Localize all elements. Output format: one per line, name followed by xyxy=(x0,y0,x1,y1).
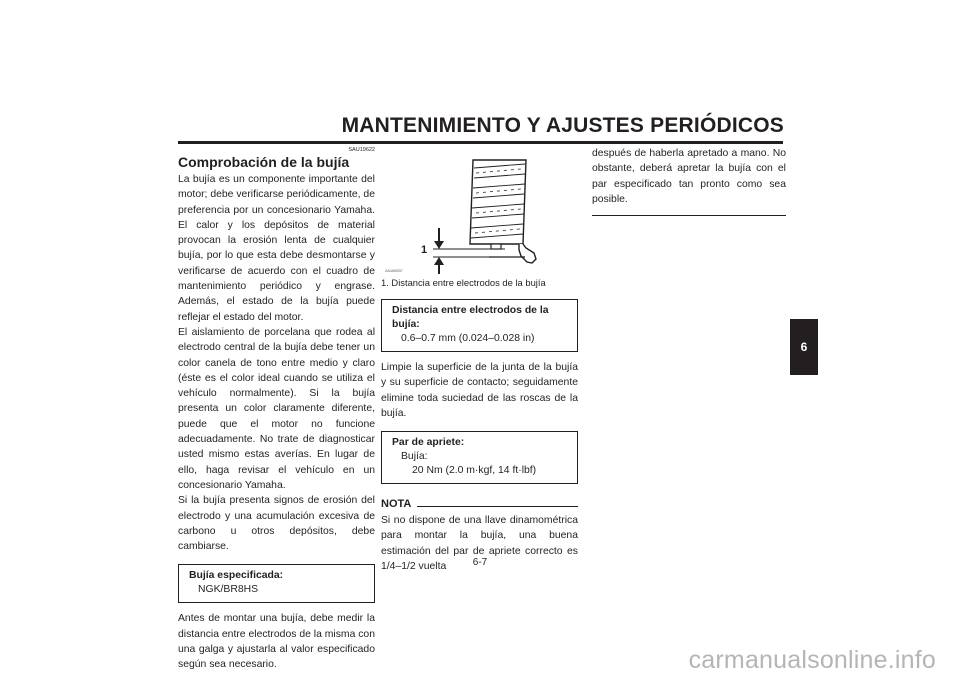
page-number: 6-7 xyxy=(472,557,488,568)
watermark: carmanualsonline.info xyxy=(688,646,936,674)
spec-box-electrode-gap xyxy=(381,299,578,352)
spark-plug-figure xyxy=(381,146,578,274)
spec-value: 20 Nm (2.0 m·kgf, 14 ft·lbf) xyxy=(412,465,537,477)
note-text: Si no dispone de una llave dinamométrica para montar la bujía, una buena estimación del par de apriete correcto es 1/4–1/2 vuelta xyxy=(381,515,578,573)
header-rule xyxy=(178,141,783,144)
spec-item: Bujía: xyxy=(401,451,428,463)
note-heading xyxy=(381,498,578,510)
note-rule xyxy=(417,506,578,507)
spec-box-spark-plug xyxy=(178,564,375,603)
section-title: Comprobación de la bujía xyxy=(178,154,350,170)
spec-value: NGK/BR8HS xyxy=(198,584,259,596)
figure-caption: 1. Distancia entre electrodos de la bujía xyxy=(381,277,546,288)
column-1 xyxy=(178,146,375,673)
paragraph-intro: La bujía es un componente importante del motor; debe verificarse periódicamente, de preferencia por un concesionario Yamaha. El calor y los depósitos de material provocan la erosión lenta de cualquier bujía, por lo que esta debe desmontarse y verificarse de acuerdo con el cuadro de mantenimiento periódico y engrase. Además, el estado de la bujía puede reflejar el estado del motor. xyxy=(178,174,375,323)
paragraph-insulator: El aislamiento de porcelana que rodea al electrodo central de la bujía debe tener un color canela de tono entre medio y claro (éste es el color ideal cuando se utiliza el vehículo normalmente). Si la bujía presenta un color claramente diferente, puede que el motor no funcione adecuadamente. No trate de diagnosticar usted mismo estas averías. En lugar de ello, haga revisar el vehículo en un concesionario Yamaha. xyxy=(178,326,375,491)
note-continuation: después de haberla apretado a mano. No obstante, deberá apretar la bujía con el par especificado tan pronto como sea posible. xyxy=(592,148,786,205)
spec-label: Bujía especificada: xyxy=(189,570,284,582)
page-header-title: MANTENIMIENTO Y AJUSTES PERIÓDICOS xyxy=(341,114,784,137)
spec-label: Par de apriete: xyxy=(392,437,465,449)
spec-box-torque xyxy=(381,431,578,484)
spec-label: Distancia entre electrodos de la bujía: xyxy=(392,305,549,330)
note-end-rule xyxy=(592,215,786,216)
note-label: NOTA xyxy=(381,498,412,511)
chapter-tab: 6 xyxy=(790,319,818,375)
spec-value: 0.6–0.7 mm (0.024–0.028 in) xyxy=(401,333,535,344)
paragraph-replace: Si la bujía presenta signos de erosión del electrodo y una acumulación excesiva de carbono u otros depósitos, debe cambiarse. xyxy=(178,495,375,553)
figure-code: ZAUM0037 xyxy=(385,269,403,273)
column-2 xyxy=(381,146,578,574)
paragraph-gap: Antes de montar una bujía, debe medir la distancia entre electrodos de la misma con una galga y ajustarla al valor especificado según sea necesario. xyxy=(178,613,375,671)
paragraph-clean: Limpie la superficie de la junta de la bujía y su superficie de contacto; seguidamente elimine toda suciedad de las roscas de la bujía. xyxy=(381,362,578,419)
section-code: SAU19622 xyxy=(348,147,375,153)
column-3 xyxy=(592,146,786,216)
spark-plug-gap-illustration xyxy=(381,146,578,274)
figure-callout-1: 1 xyxy=(421,244,428,256)
